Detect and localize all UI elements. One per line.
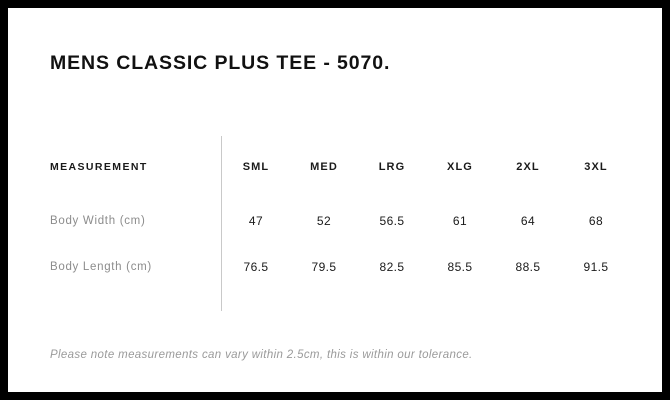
cell-body-width-med: 52	[316, 214, 332, 228]
row-label-body-length: Body Length (cm)	[50, 261, 152, 273]
cell-body-width-2xl: 64	[520, 214, 536, 228]
cell-body-width-lrg: 56.5	[379, 214, 405, 228]
page-title: MENS CLASSIC PLUS TEE - 5070.	[50, 52, 391, 74]
size-column-header-2xl: 2XL	[516, 161, 540, 173]
size-column-header-lrg: LRG	[378, 161, 406, 173]
size-table-container	[50, 136, 630, 290]
cell-body-length-lrg: 82.5	[379, 260, 405, 274]
cell-body-length-3xl: 91.5	[583, 260, 609, 274]
cell-body-length-med: 79.5	[311, 260, 337, 274]
size-column-header-xlg: XLG	[447, 161, 473, 173]
size-column-header-3xl: 3XL	[584, 161, 608, 173]
table-row	[50, 244, 630, 290]
cell-body-length-sml: 76.5	[243, 260, 269, 274]
table-row	[50, 198, 630, 244]
measurement-column-header: MEASUREMENT	[50, 161, 148, 173]
cell-body-width-xlg: 61	[452, 214, 468, 228]
cell-body-length-2xl: 88.5	[515, 260, 541, 274]
tolerance-note: Please note measurements can vary within 2.5cm, this is within our tolerance.	[50, 349, 473, 361]
row-label-body-width: Body Width (cm)	[50, 215, 146, 227]
size-table	[50, 136, 630, 290]
size-column-header-med: MED	[310, 161, 338, 173]
size-chart-page	[8, 8, 662, 392]
cell-body-length-xlg: 85.5	[447, 260, 473, 274]
cell-body-width-3xl: 68	[588, 214, 604, 228]
cell-body-width-sml: 47	[248, 214, 264, 228]
size-column-header-sml: SML	[242, 161, 270, 173]
table-header-row	[50, 136, 630, 198]
